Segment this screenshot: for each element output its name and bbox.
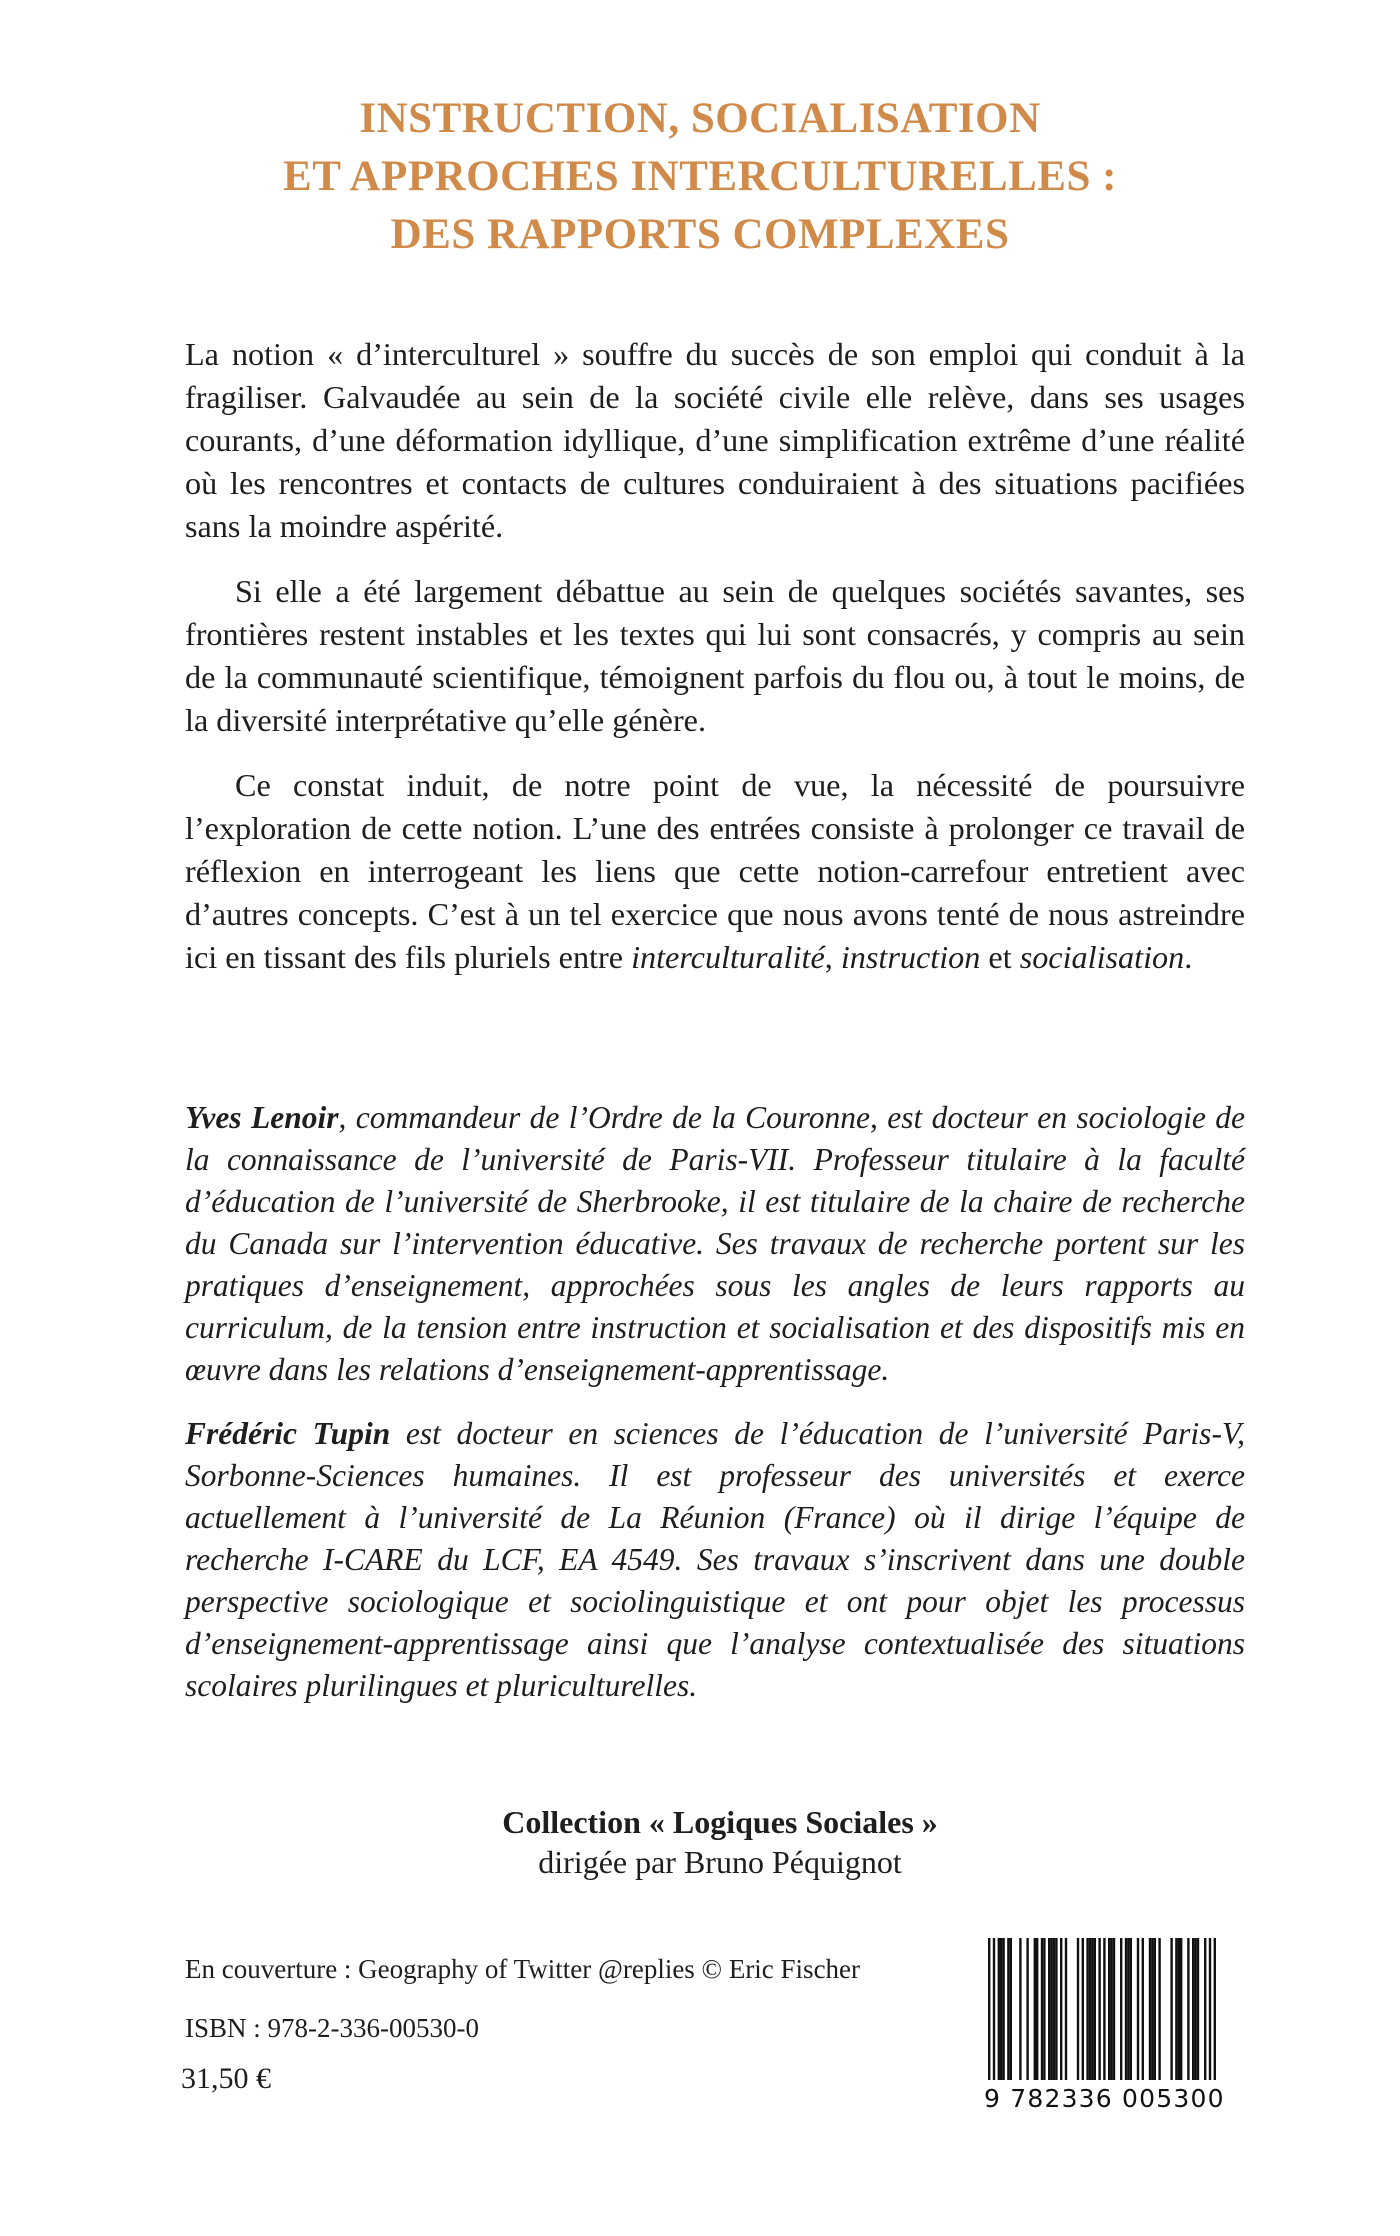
author-name-lenoir: Yves Lenoir	[185, 1100, 339, 1135]
barcode-bar	[1130, 1938, 1132, 2080]
collection-director: dirigée par Bruno Péquignot	[538, 1844, 902, 1880]
barcode-bar	[1125, 1938, 1127, 2080]
barcode-bar	[1000, 1938, 1002, 2080]
barcode-bar	[1204, 1938, 1206, 2080]
barcode-bar	[1151, 1938, 1153, 2080]
barcode-bar	[1019, 1938, 1021, 2080]
barcode-bar	[1041, 1938, 1043, 2080]
barcode-bar	[1043, 1938, 1045, 2080]
barcode-bar	[993, 1938, 995, 2080]
barcode-bar	[1089, 1938, 1091, 2080]
separator-comma: ,	[824, 939, 841, 975]
barcode-bar	[988, 1938, 990, 2080]
barcode-bar	[1077, 1938, 1079, 2080]
bio-tupin	[185, 1413, 1245, 1707]
collection-name: Collection « Logiques Sociales »	[502, 1804, 938, 1840]
barcode-bar	[1055, 1938, 1057, 2080]
summary	[185, 333, 1245, 1001]
bio-lenoir-text: , commandeur de l’Ordre de la Couronne, est docteur en sociologie de la connaissance de l’université de Paris-VII. Professeur titulaire à la faculté d’éducation de l’université de Sherbrooke, il est titulaire de la chaire de recherche du Canada sur l’intervention éducative. Ses travaux de recherche portent sur les pratiques d’enseignement, approchées sous les angles de leurs rapports au curriculum, de la tension entre instruction et socialisation et des dispositifs mis en œuvre dans les relations d’enseignement-apprentissage.	[185, 1100, 1245, 1387]
summary-paragraph-2: Si elle a été largement débattue au sein de quelques sociétés savantes, ses frontières restent instables et les textes qui lui sont consacrés, y compris au sein de la communauté scientifique, témoignent parfois du flou ou, à tout le moins, de la diversité interprétative qu’elle génère.	[185, 573, 1245, 738]
summary-paragraph-1: La notion « d’interculturel » souffre du succès de son emploi qui conduit à la fragiliser. Galvaudée au sein de la société civile elle relève, dans ses usages courants, d’une déformation idyllique, d’une simplification extrême d’une réalité où les rencontres et contacts de cultures conduiraient à des situations pacifiées sans la moindre aspérité.	[185, 336, 1245, 544]
separator-et: et	[980, 939, 1020, 975]
ean13-barcode-icon	[988, 1938, 1228, 2088]
barcode	[984, 1938, 1228, 2128]
barcode-bar	[1110, 1938, 1112, 2080]
barcode-bar	[1007, 1938, 1009, 2080]
cover-credit: En couverture : Geography of Twitter @replies © Eric Fischer	[185, 1954, 861, 1984]
term-instruction: instruction	[840, 939, 981, 975]
bio-lenoir	[185, 1097, 1245, 1391]
barcode-bar	[1120, 1938, 1122, 2080]
barcode-bar	[1065, 1938, 1067, 2080]
barcode-bar	[1113, 1938, 1115, 2080]
barcode-bar	[1103, 1938, 1105, 2080]
collection-info	[300, 1802, 1140, 1882]
barcode-bar	[1034, 1938, 1036, 2080]
barcode-bar	[1178, 1938, 1180, 2080]
term-interculturalite: interculturalité	[631, 939, 825, 975]
bio-tupin-text: est docteur en sciences de l’éducation de l’université Paris-V, Sorbonne-Sciences humaines. Il est professeur des universités et exerce actuellement à l’université de La Réunion (France) où il dirige l’équipe de recherche I-CARE du LCF, EA 4549. Ses travaux s’inscrivent dans une double perspective sociologique et sociolinguistique et ont pour objet les processus d’enseignement-apprentissage ainsi que l’analyse contextualisée des situations scolaires plurilingues et pluriculturelles.	[185, 1416, 1245, 1703]
book-title	[120, 90, 1280, 264]
barcode-bar	[1108, 1938, 1110, 2080]
barcode-bar	[1214, 1938, 1216, 2080]
barcode-bar	[1098, 1938, 1100, 2080]
price: 31,50 €	[181, 2062, 271, 2095]
barcode-bar	[1175, 1938, 1177, 2080]
barcode-bar	[1170, 1938, 1172, 2080]
barcode-bar	[1127, 1938, 1129, 2080]
title-line-3: DES RAPPORTS COMPLEXES	[390, 211, 1010, 258]
barcode-bar	[1149, 1938, 1151, 2080]
barcode-bar	[1050, 1938, 1052, 2080]
barcode-bar	[1010, 1938, 1012, 2080]
barcode-bar	[1026, 1938, 1028, 2080]
barcode-bar	[998, 1938, 1000, 2080]
barcode-bar	[1154, 1938, 1156, 2080]
barcode-bar	[1048, 1938, 1050, 2080]
author-bios	[185, 1097, 1245, 1729]
barcode-bar	[1082, 1938, 1084, 2080]
barcode-digits: 9 782336 005300	[984, 2084, 1225, 2113]
summary-paragraph-3-text: Ce constat induit, de notre point de vue, la nécessité de poursuivre l’exploration de cette notion. L’une des entrées consiste à prolonger ce travail de réflexion en interrogeant les liens que cette notion-carrefour entretient avec d’autres concepts. C’est à un tel exercice que nous avons tenté de nous astreindre ici en tissant des fils pluriels entre	[185, 767, 1245, 975]
barcode-bar	[1197, 1938, 1199, 2080]
barcode-bar	[1194, 1938, 1196, 2080]
barcode-bar	[1086, 1938, 1088, 2080]
barcode-bar	[1053, 1938, 1055, 2080]
term-socialisation: socialisation	[1019, 939, 1185, 975]
summary-paragraph-3	[185, 764, 1245, 979]
barcode-bar	[1209, 1938, 1211, 2080]
barcode-bar	[1137, 1938, 1139, 2080]
barcode-bar	[1094, 1938, 1096, 2080]
title-line-2: ET APPROCHES INTERCULTURELLES :	[283, 153, 1117, 200]
barcode-bar	[1060, 1938, 1062, 2080]
title-line-1: INSTRUCTION, SOCIALISATION	[359, 95, 1041, 142]
author-name-tupin: Frédéric Tupin	[185, 1416, 391, 1451]
barcode-bar	[1091, 1938, 1093, 2080]
barcode-bar	[1187, 1938, 1189, 2080]
barcode-bar	[1036, 1938, 1038, 2080]
barcode-bar	[1180, 1938, 1182, 2080]
barcode-bar	[1002, 1938, 1004, 2080]
barcode-bar	[1142, 1938, 1144, 2080]
barcode-bar	[1192, 1938, 1194, 2080]
separator-period: .	[1184, 939, 1193, 975]
isbn: ISBN : 978-2-336-00530-0	[185, 2013, 479, 2043]
barcode-bar	[1158, 1938, 1160, 2080]
